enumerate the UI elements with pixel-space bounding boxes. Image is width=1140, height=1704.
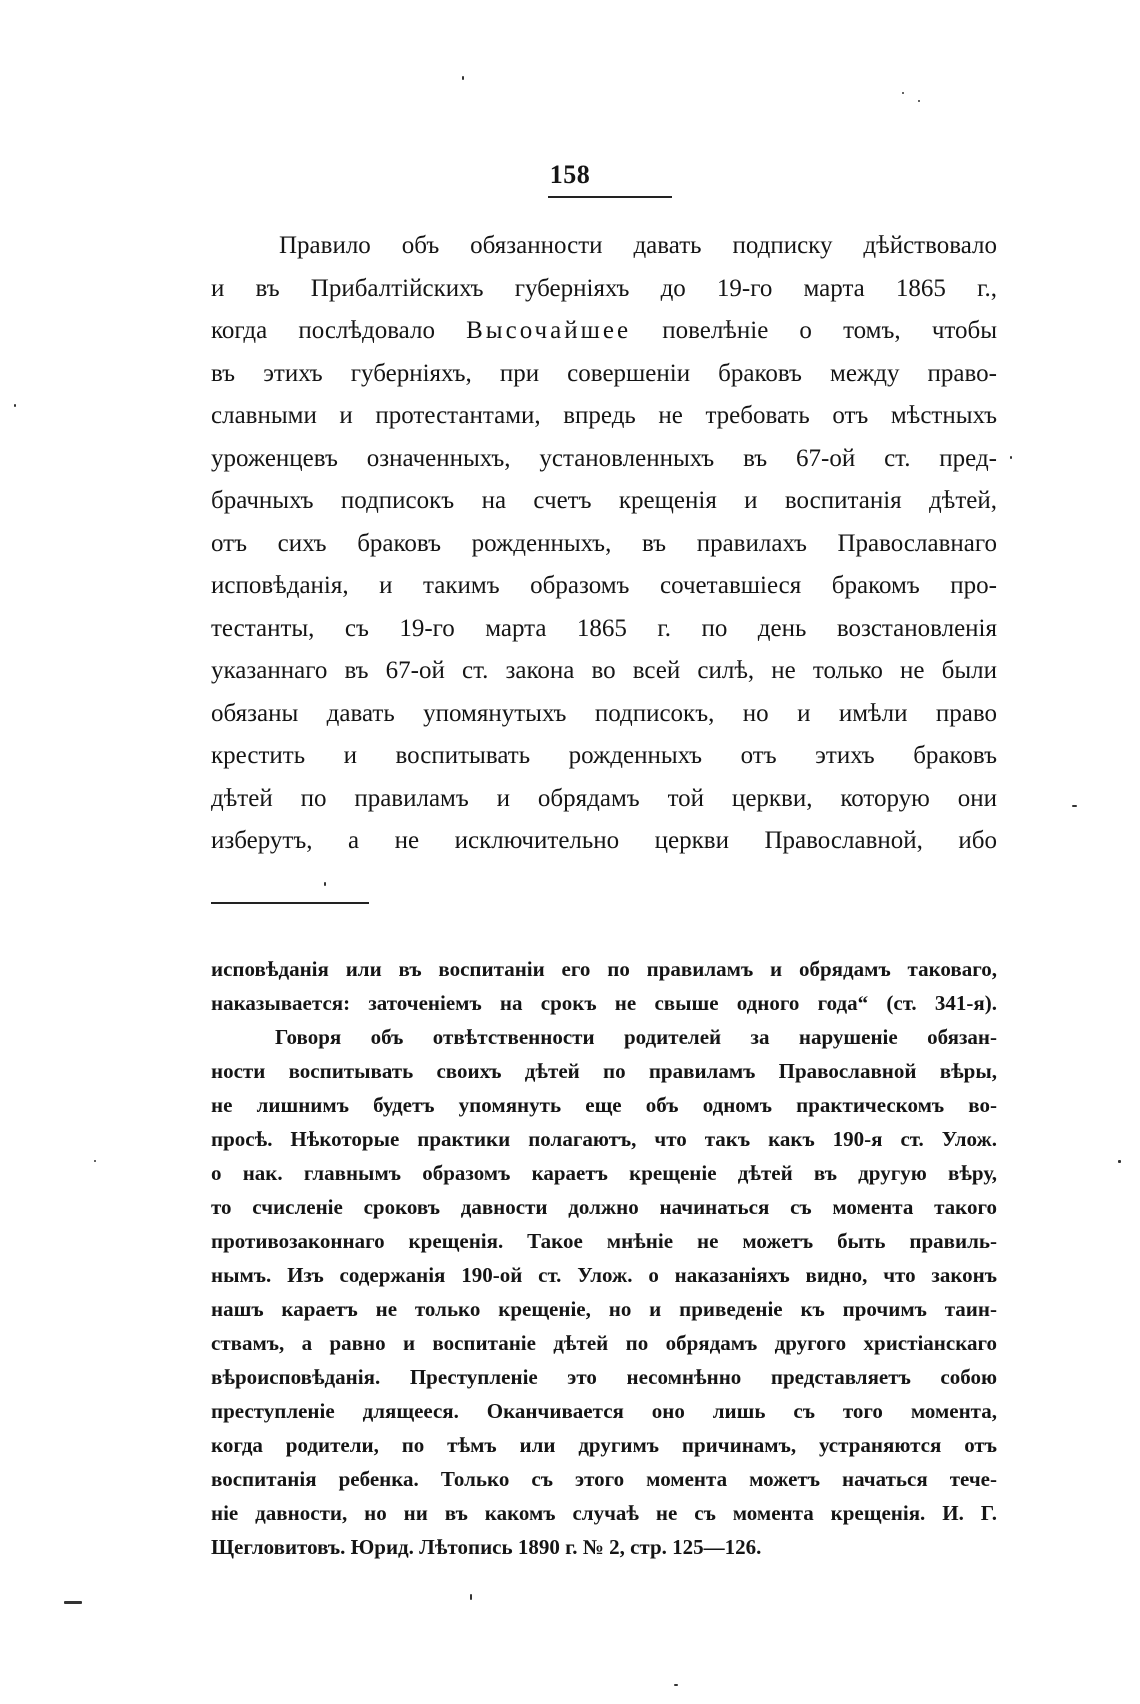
footnote-line: нымъ. Изъ содержанія 190-ой ст. Улож. о наказаніяхъ видно, что законъ [211,1263,997,1287]
footnote-line: не лишнимъ будетъ упомянуть еще объ одномъ практическомъ во- [211,1093,997,1117]
main-text-line: отъ сихъ браковъ рожденныхъ, въ правилахъ Православнаго [211,529,997,557]
scan-speck [674,1684,678,1686]
footnote-line: ніе давности, но ни въ какомъ случаѣ не съ момента крещенія. И. Г. [211,1501,997,1525]
main-text-line: въ этихъ губерніяхъ, при совершеніи браковъ между право- [211,359,997,387]
scan-speck [470,1594,472,1600]
footnote-line: воспитанія ребенка. Только съ этого момента можетъ начаться тече- [211,1467,997,1491]
scan-speck [462,76,464,80]
footnote-line: то счисленіе сроковъ давности должно начинаться съ момента такого [211,1195,997,1219]
scan-speck [94,1160,96,1162]
scan-speck [1072,805,1077,807]
scan-speck [918,100,920,102]
emphasized-word: Высочайшее [466,317,632,344]
page-number-rule [548,196,672,198]
footnote-line: Говоря объ отвѣтственности родителей за нарушеніе обязан- [275,1025,997,1049]
footnote-line: наказывается: заточеніемъ на срокъ не свыше одного года“ (ст. 341-я). [211,991,997,1015]
footnote-line: ствамъ, а равно и воспитаніе дѣтей по обрядамъ другого христіанскаго [211,1331,997,1355]
scan-speck [64,1601,82,1604]
main-text-line: Правило объ обязанности давать подписку дѣйствовало [279,232,997,259]
main-text [211,225,997,863]
footnote-line: вѣроисповѣданія. Преступленіе это несомнѣнно представляетъ собою [211,1365,997,1389]
footnote-text [211,952,997,1564]
footnote-line: исповѣданія или въ воспитаніи его по правиламъ и обрядамъ таковаго, [211,957,997,981]
footnote-line: Щегловитовъ. Юрид. Лѣтопись 1890 г. № 2, стр. 125—126. [211,1535,762,1559]
scan-speck [324,882,326,886]
footnote-line: о нак. главнымъ образомъ караетъ крещеніе дѣтей въ другую вѣру, [211,1161,997,1185]
main-text-line [211,310,997,353]
footnote-line: преступленіе длящееся. Оканчивается оно лишь съ того момента, [211,1399,997,1423]
main-text-line: обязаны давать упомянутыхъ подписокъ, но и имѣли право [211,699,997,727]
main-text-line: уроженцевъ означенныхъ, установленныхъ въ 67-ой ст. пред- [211,444,997,472]
main-text-line: тестанты, съ 19-го марта 1865 г. по день возстановленія [211,614,997,642]
main-text-line: брачныхъ подписокъ на счетъ крещенія и воспитанія дѣтей, [211,487,997,514]
footnote-line: ности воспитывать своихъ дѣтей по правиламъ Православной вѣры, [211,1059,997,1083]
main-text-line: крестить и воспитывать рожденныхъ отъ этихъ браковъ [211,742,997,769]
main-text-fragment: когда послѣдовало [211,317,435,344]
main-text-line: исповѣданія, и такимъ образомъ сочетавшіеся бракомъ про- [211,572,997,599]
scan-speck [1118,1160,1121,1163]
scan-speck [902,92,904,94]
footnote-line: нашъ караетъ не только крещеніе, но и приведеніе къ прочимъ таин- [211,1297,997,1321]
scan-speck [1010,456,1012,459]
main-text-line: дѣтей по правиламъ и обрядамъ той церкви, которую они [211,784,997,812]
page-number: 158 [549,160,591,189]
main-text-line: изберутъ, а не исключительно церкви Православной, ибо [211,827,997,854]
main-text-line: указаннаго въ 67-ой ст. закона во всей силѣ, не только не были [211,657,997,684]
footnote-line: просѣ. Нѣкоторые практики полагаютъ, что такъ какъ 190-я ст. Улож. [211,1127,997,1151]
footnote-line: противозаконнаго крещенія. Такое мнѣніе не можетъ быть правиль- [211,1229,997,1253]
footnote-line: когда родители, по тѣмъ или другимъ причинамъ, устраняются отъ [211,1433,997,1457]
footnote-rule [211,902,369,904]
main-text-fragment: повелѣніе о томъ, чтобы [662,317,998,344]
scan-speck [14,404,16,407]
main-text-line: и въ Прибалтійскихъ губерніяхъ до 19-го марта 1865 г., [211,274,997,302]
main-text-line: славными и протестантами, впредь не требовать отъ мѣстныхъ [211,402,997,429]
